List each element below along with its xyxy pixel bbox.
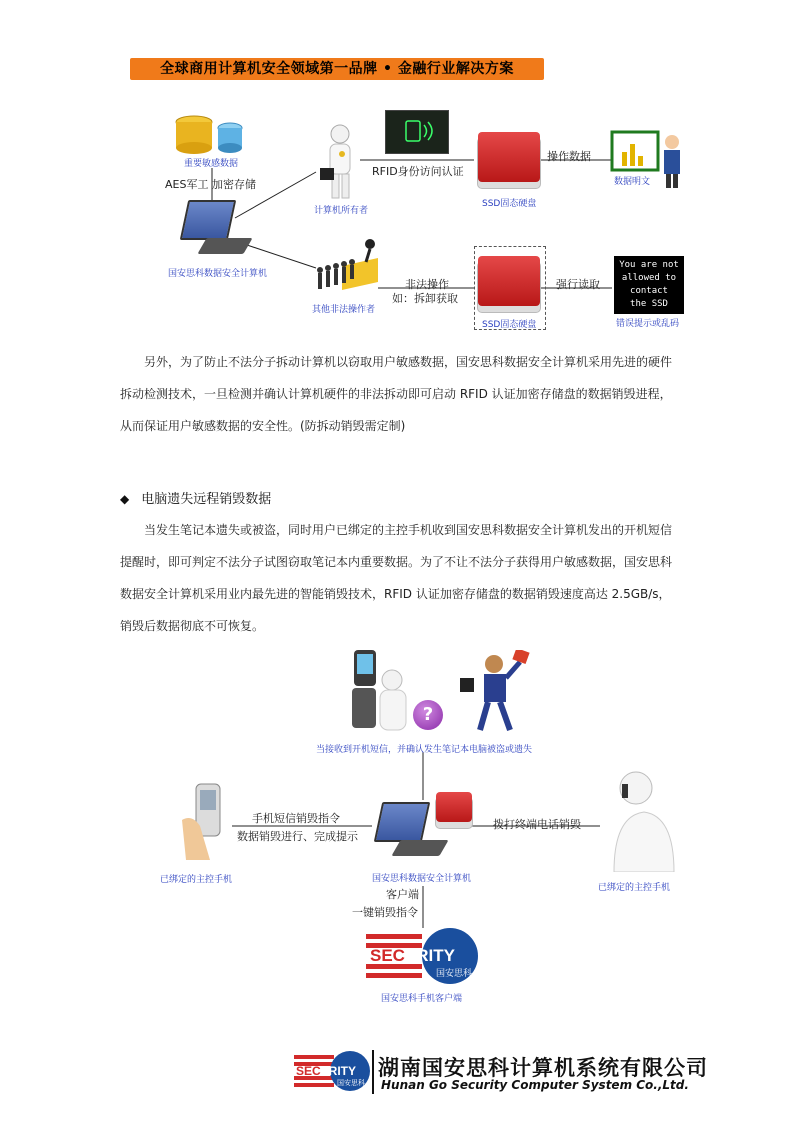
illegal-example-label: 如：拆卸获取 [392,292,458,305]
force-read-label: 强行读取 [556,278,600,291]
top-caption: 当接收到开机短信，并确认发生笔记本电脑被盗或遗失 [316,745,533,755]
company-name-en: Hunan Go Security Computer System Co.,Ltd. [381,1078,689,1092]
logo-caption: 国安思科手机客户端 [381,994,463,1004]
security-logo-client [364,926,482,986]
wipe-progress-label: 数据销毁进行、完成提示 [237,830,358,843]
rfid-label: RFID身份访问认证 [372,165,464,178]
company-name-cn: 湖南国安思科计算机系统有限公司 [378,1056,708,1080]
plaintext-caption: 数据明文 [614,177,651,187]
phone-left-caption: 已绑定的主控手机 [160,875,233,885]
paragraph-remote-wipe: 当发生笔记本遗失或被盗，同时用户已绑定的主控手机收到国安思科数据安全计算机发出的开机短信提醒时，即可判定不法分子试图窃取笔记本内重要数据。为了不让不法分子获得用户敏感数据，国安思科数据安全计算机采用业内最先进的智能销毁技术，RFID 认证加密存储盘的数据销毁速度高达 2.5GB/s，销毁后数据彻底不可恢复。 [120,523,673,633]
error-line: You are not [619,260,679,270]
hand-phone-left-icon [178,780,232,864]
illegal-op-label: 非法操作 [405,278,449,291]
owner-figure-icon [318,124,358,200]
illegal-caption: 其他非法操作者 [312,305,376,315]
page-banner: 全球商用计算机安全领域第一品牌 • 金融行业解决方案 [130,58,544,80]
data-caption: 重要敏感数据 [184,159,239,169]
ssd-drive-icon-2 [478,256,540,306]
ssd-drive-icon-3 [436,792,472,822]
laptop-icon [180,200,260,264]
section-heading-text: 电脑遗失远程销毁数据 [141,492,272,507]
rfid-card-icon [385,110,449,154]
error-line: the SSD [630,299,668,309]
svg-text:SEC: SEC [370,946,405,965]
error-line: contact [630,286,668,296]
section-heading [120,488,271,507]
phone-caller-figure-icon [606,768,678,872]
error-screen [614,256,684,314]
thief-icon [458,650,538,736]
svg-text:国安思科: 国安思科 [436,969,473,979]
illegal-operators-icon [312,236,382,298]
one-click-wipe-label: 一键销毁指令 [352,906,418,919]
phone-right-caption: 已绑定的主控手机 [598,883,671,893]
call-wipe-label: 拨打终端电话销毁 [493,818,581,831]
diamond-bullet-icon: ◆ [120,492,130,506]
sms-command-label: 手机短信销毁指令 [252,812,340,825]
ssd-caption: SSD固态硬盘 [482,199,537,209]
ssd-caption-2: SSD固态硬盘 [482,320,537,330]
svg-text:国安思科: 国安思科 [337,1079,365,1087]
operate-label: 操作数据 [547,150,591,163]
svg-text:URITY: URITY [404,946,455,965]
owner-caption: 计算机所有者 [314,206,369,216]
laptop-caption: 国安思科数据安全计算机 [168,269,268,279]
client-label: 客户端 [386,888,419,901]
ssd-drive-icon [478,132,540,182]
flip-phone-figure-icon [348,650,412,736]
laptop-caption-2: 国安思科数据安全计算机 [372,874,472,884]
gold-data-icon [172,112,244,154]
footer-divider [372,1050,374,1094]
svg-text:SEC: SEC [296,1064,321,1078]
error-line: allowed to [621,273,677,283]
error-caption: 错误提示或乱码 [616,319,680,329]
question-mark-icon: ? [413,700,443,730]
aes-label: AES军工 加密存储 [165,178,256,191]
paragraph-anti-tamper: 另外，为了防止不法分子拆动计算机以窃取用户敏感数据，国安思科数据安全计算机采用先进的硬件拆动检测技术，一旦检测并确认计算机硬件的非法拆动即可启动 RFID 认证加密存储盘的数据销毁进程，从而保证用户敏感数据的安全性。(防拆动销毁需定制) [120,355,673,433]
footer-logo [292,1050,372,1092]
svg-text:URITY: URITY [320,1064,356,1078]
